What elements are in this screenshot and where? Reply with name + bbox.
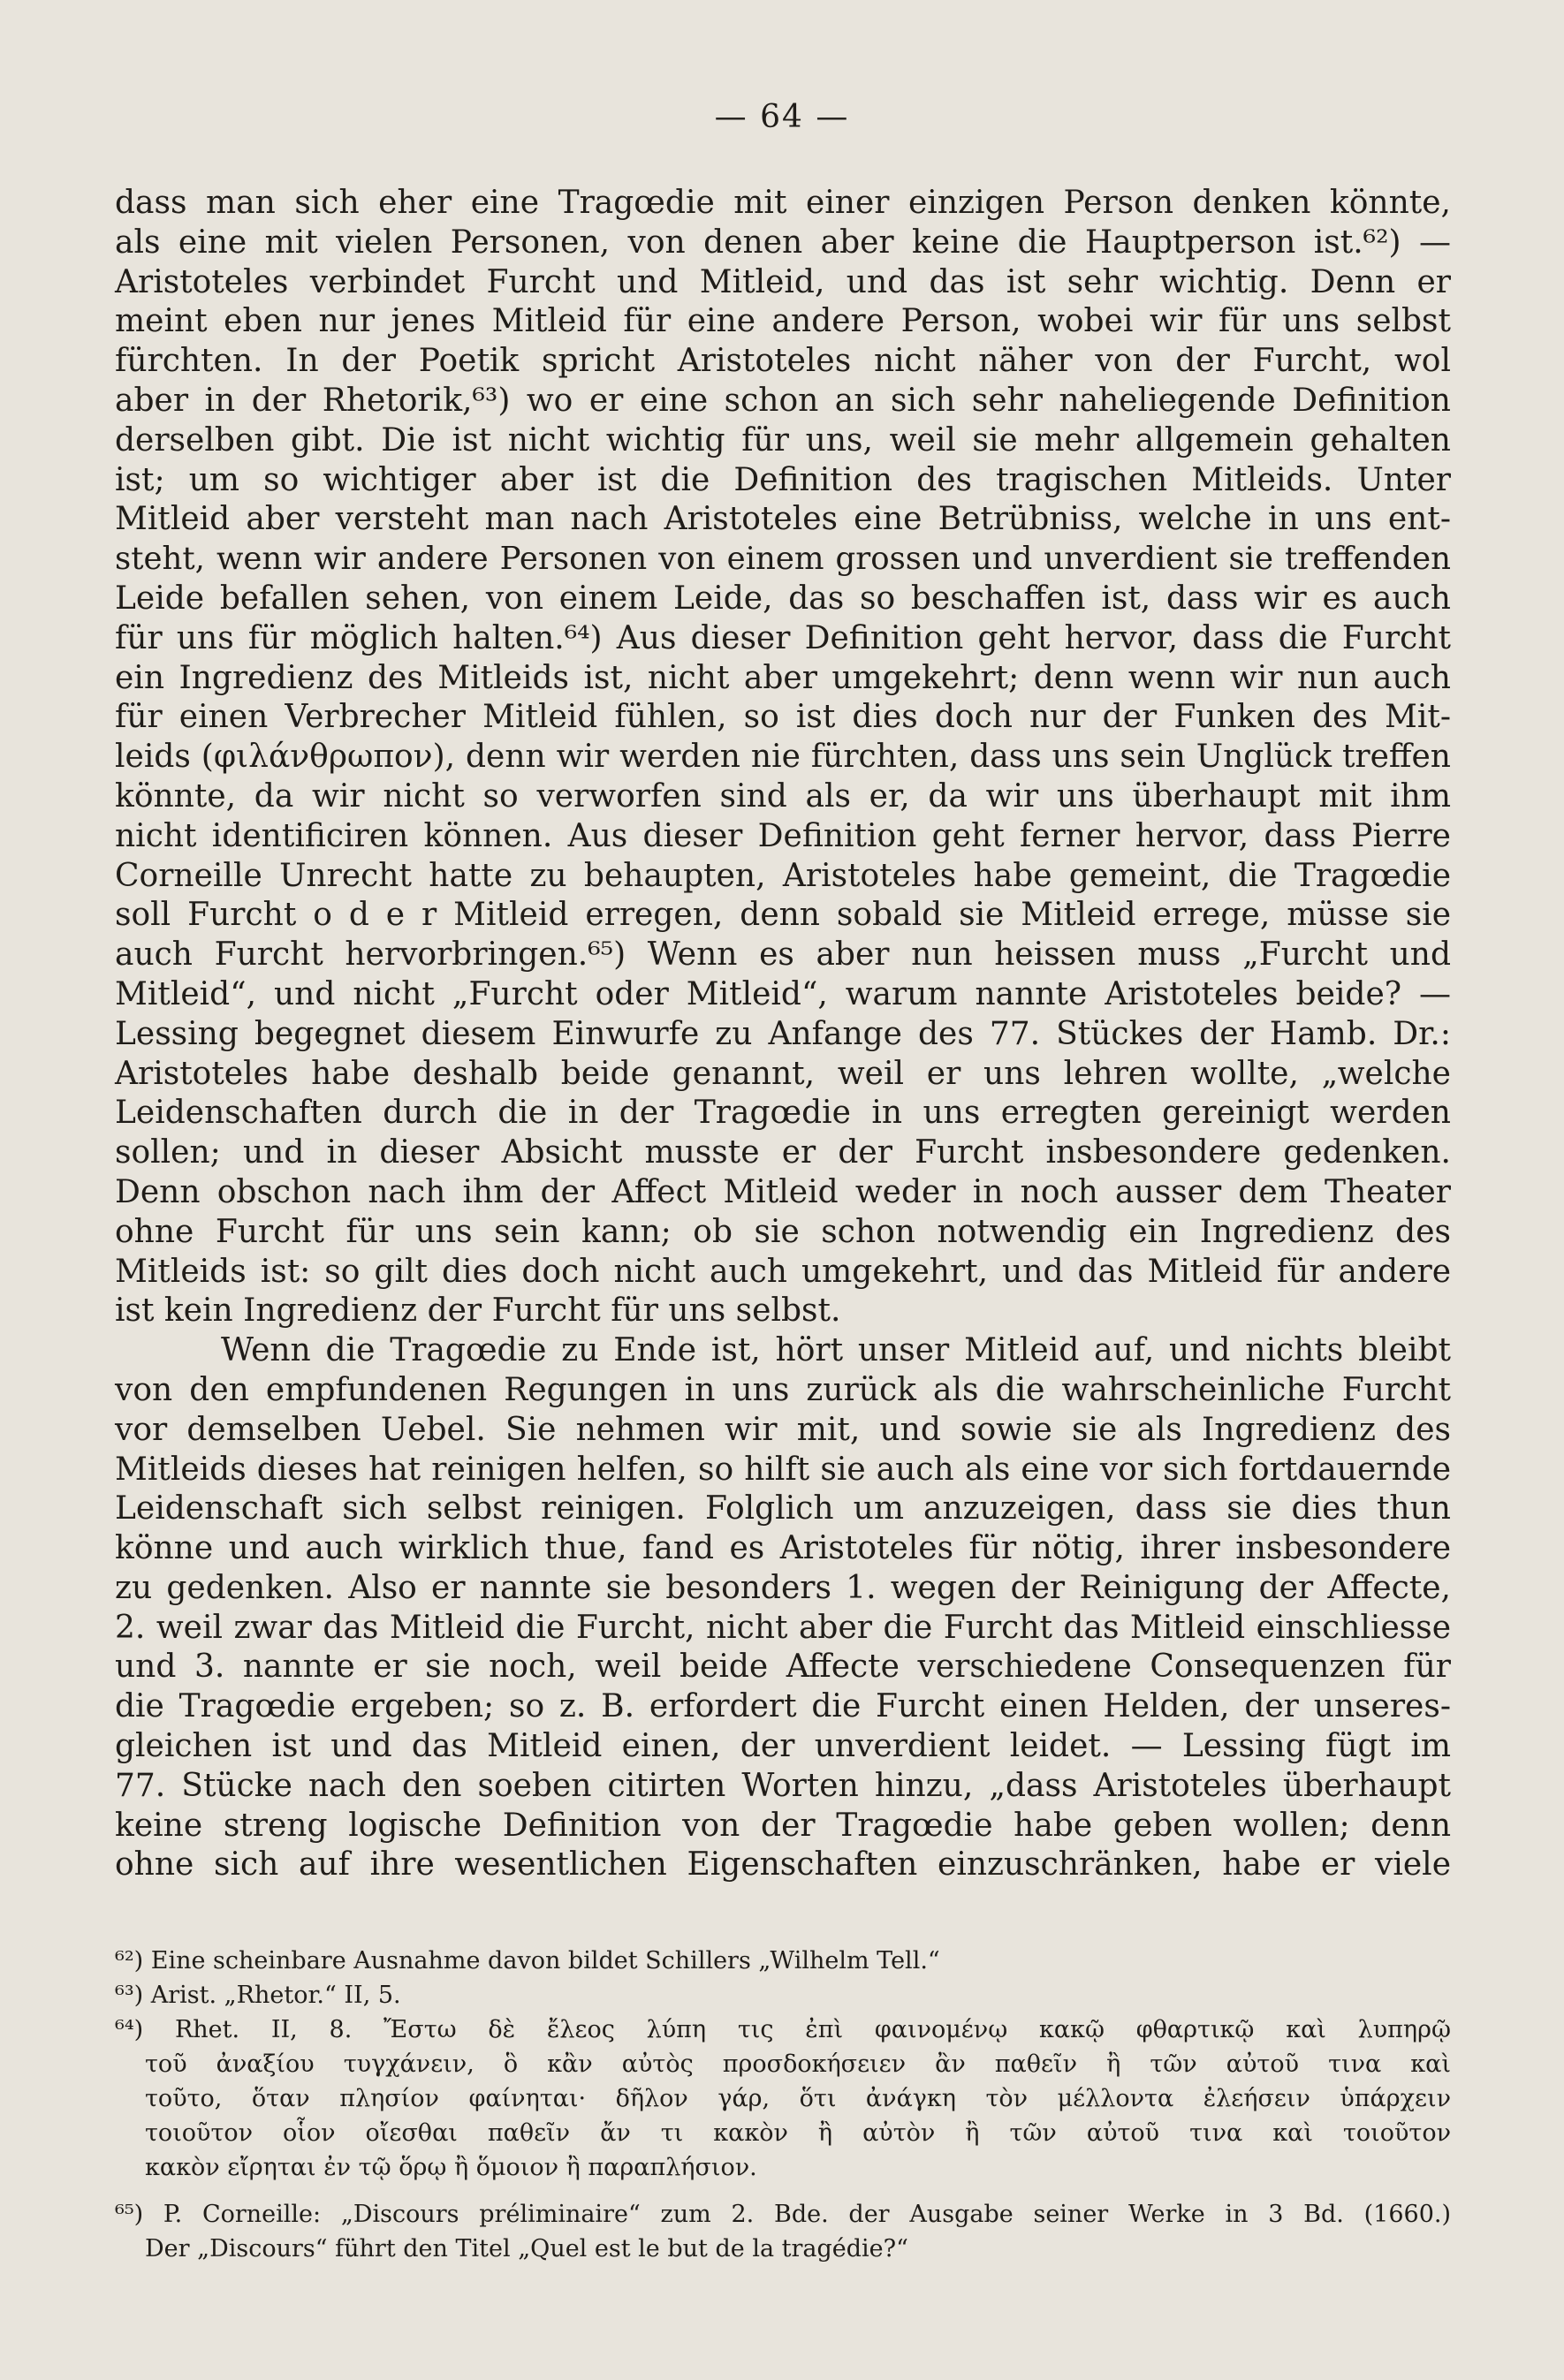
footnote-65-line: ⁶⁵) P. Corneille: „Discours préliminaire“ zum 2. Bde. der Ausgabe seiner Werke in 3 Bd. (1660.): [115, 2201, 1451, 2228]
body-line: ohne Furcht für uns sein kann; ob sie schon notwendig ein Ingredienz des: [115, 1213, 1451, 1250]
body-line: Leidenschaften durch die in der Tragœdie in uns erregten gereinigt werden: [115, 1095, 1451, 1132]
body-line: Corneille Unrecht hatte zu behaupten, Aristoteles habe gemeint, die Tragœdie: [115, 857, 1451, 894]
body-line: Mitleid“, und nicht „Furcht oder Mitleid“, warum nannte Aristoteles beide? —: [115, 975, 1451, 1012]
footnote-64-line: κακὸν εἴρηται ἐν τῷ ὅρῳ ἢ ὅμοιον ἢ παραπλήσιον.: [145, 2154, 757, 2181]
body-line: soll Furcht o d e r Mitleid erregen, denn sobald sie Mitleid errege, müsse sie: [115, 897, 1451, 934]
body-line: Mitleids ist: so gilt dies doch nicht auch umgekehrt, und das Mitleid für andere: [115, 1253, 1451, 1290]
body-line: sollen; und in dieser Absicht musste er der Furcht insbesondere gedenken.: [115, 1134, 1451, 1171]
body-line: Aristoteles verbindet Furcht und Mitleid, und das ist sehr wichtig. Denn er: [115, 263, 1451, 300]
footnote-64-line: τοῦ ἀναξίου τυγχάνειν, ὃ κἂν αὐτὸς προσδοκήσειεν ἂν παθεῖν ἢ τῶν αὐτοῦ τινα καὶ: [145, 2050, 1451, 2078]
body-line: ein Ingredienz des Mitleids ist, nicht aber umgekehrt; denn wenn wir nun auch: [115, 659, 1451, 696]
footnote-65-line: Der „Discours“ führt den Titel „Quel est le but de la tragédie?“: [145, 2235, 908, 2263]
footnote-64-line: ⁶⁴) Rhet. II, 8. Ἔστω δὲ ἔλεος λύπη τις ἐπὶ φαινομένῳ κακῷ φθαρτικῷ καὶ λυπηρῷ: [115, 2016, 1451, 2043]
body-line: 2. weil zwar das Mitleid die Furcht, nicht aber die Furcht das Mitleid einschliesse: [115, 1609, 1451, 1646]
footnote-64-line: τοῦτο, ὅταν πλησίον φαίνηται· δῆλον γάρ, ὅτι ἀνάγκη τὸν μέλλοντα ἐλεήσειν ὑπάρχειν: [145, 2085, 1451, 2112]
body-line: derselben gibt. Die ist nicht wichtig für uns, weil sie mehr allgemein gehalten: [115, 421, 1451, 459]
body-text: [115, 184, 1451, 1885]
body-line: Mitleids dieses hat reinigen helfen, so hilft sie auch als eine vor sich fortdauernde: [115, 1451, 1451, 1488]
body-line: für einen Verbrecher Mitleid fühlen, so ist dies doch nur der Funken des Mit-: [115, 699, 1451, 736]
body-line: 77. Stücke nach den soeben citirten Worten hinzu, „dass Aristoteles überhaupt: [115, 1767, 1451, 1804]
body-line: auch Furcht hervorbringen.⁶⁵) Wenn es aber nun heissen muss „Furcht und: [115, 936, 1451, 974]
body-line: vor demselben Uebel. Sie nehmen wir mit, und sowie sie als Ingredienz des: [115, 1411, 1451, 1448]
body-line: Leide befallen sehen, von einem Leide, das so beschaffen ist, dass wir es auch: [115, 580, 1451, 617]
body-line: fürchten. In der Poetik spricht Aristoteles nicht näher von der Furcht, wol: [115, 343, 1451, 380]
body-line: gleichen ist und das Mitleid einen, der unverdient leidet. — Lessing fügt im: [115, 1728, 1451, 1765]
footnote-gap: [115, 2185, 1451, 2197]
body-line: nicht identificiren können. Aus dieser Definition geht ferner hervor, dass Pierre: [115, 817, 1451, 854]
body-line: und 3. nannte er sie noch, weil beide Affecte verschiedene Consequenzen für: [115, 1649, 1451, 1686]
body-line: Wenn die Tragœdie zu Ende ist, hört unser Mitleid auf, und nichts bleibt: [221, 1332, 1451, 1369]
body-line: als eine mit vielen Personen, von denen aber keine die Hauptperson ist.⁶²) —: [115, 224, 1451, 261]
body-line: meint eben nur jenes Mitleid für eine andere Person, wobei wir für uns selbst: [115, 303, 1451, 340]
body-line: ohne sich auf ihre wesentlichen Eigenschaften einzuschränken, habe er viele: [115, 1846, 1451, 1884]
body-line: Leidenschaft sich selbst reinigen. Folglich um anzuzeigen, dass sie dies thun: [115, 1490, 1451, 1527]
body-line: für uns für möglich halten.⁶⁴) Aus dieser Definition geht hervor, dass die Furcht: [115, 619, 1451, 656]
page-number: — 64 —: [714, 99, 850, 135]
footnote-62: ⁶²) Eine scheinbare Ausnahme davon bildet Schillers „Wilhelm Tell.“: [115, 1947, 940, 1974]
body-line: könnte, da wir nicht so verworfen sind als er, da wir uns überhaupt mit ihm: [115, 777, 1451, 815]
body-line: ist; um so wichtiger aber ist die Definition des tragischen Mitleids. Unter: [115, 461, 1451, 498]
body-line: steht, wenn wir andere Personen von einem grossen und unverdient sie treffenden: [115, 541, 1451, 578]
body-line: Lessing begegnet diesem Einwurfe zu Anfange des 77. Stückes der Hamb. Dr.:: [115, 1015, 1451, 1052]
body-line: Denn obschon nach ihm der Affect Mitleid weder in noch ausser dem Theater: [115, 1173, 1451, 1210]
body-line: ist kein Ingredienz der Furcht für uns selbst.: [115, 1292, 841, 1330]
body-line: Mitleid aber versteht man nach Aristoteles eine Betrübniss, welche in uns ent-: [115, 501, 1451, 538]
body-line: keine streng logische Definition von der Tragœdie habe geben wollen; denn: [115, 1807, 1451, 1844]
body-line: zu gedenken. Also er nannte sie besonders 1. wegen der Reinigung der Affecte,: [115, 1569, 1451, 1606]
body-line: von den empfundenen Regungen in uns zurück als die wahrscheinliche Furcht: [115, 1371, 1451, 1408]
body-line: die Tragœdie ergeben; so z. B. erfordert die Furcht einen Helden, der unseres-: [115, 1688, 1451, 1725]
footnotes: [115, 1944, 1451, 2266]
body-line: Aristoteles habe deshalb beide genannt, weil er uns lehren wollte, „welche: [115, 1055, 1451, 1092]
footnote-63: ⁶³) Arist. „Rhetor.“ II, 5.: [115, 1982, 401, 2009]
body-line: könne und auch wirklich thue, fand es Aristoteles für nötig, ihrer insbesondere: [115, 1530, 1451, 1567]
footnote-64-line: τοιοῦτον οἷον οἴεσθαι παθεῖν ἄν τι κακὸν ἢ αὐτὸν ἢ τῶν αὐτοῦ τινα καὶ τοιοῦτον: [145, 2119, 1451, 2147]
body-line: leids (φιλάνθρωπον), denn wir werden nie fürchten, dass uns sein Unglück treffen: [115, 739, 1451, 776]
body-line: aber in der Rhetorik,⁶³) wo er eine schon an sich sehr naheliegende Definition: [115, 382, 1451, 419]
body-line: dass man sich eher eine Tragœdie mit einer einzigen Person denken könnte,: [115, 185, 1451, 221]
